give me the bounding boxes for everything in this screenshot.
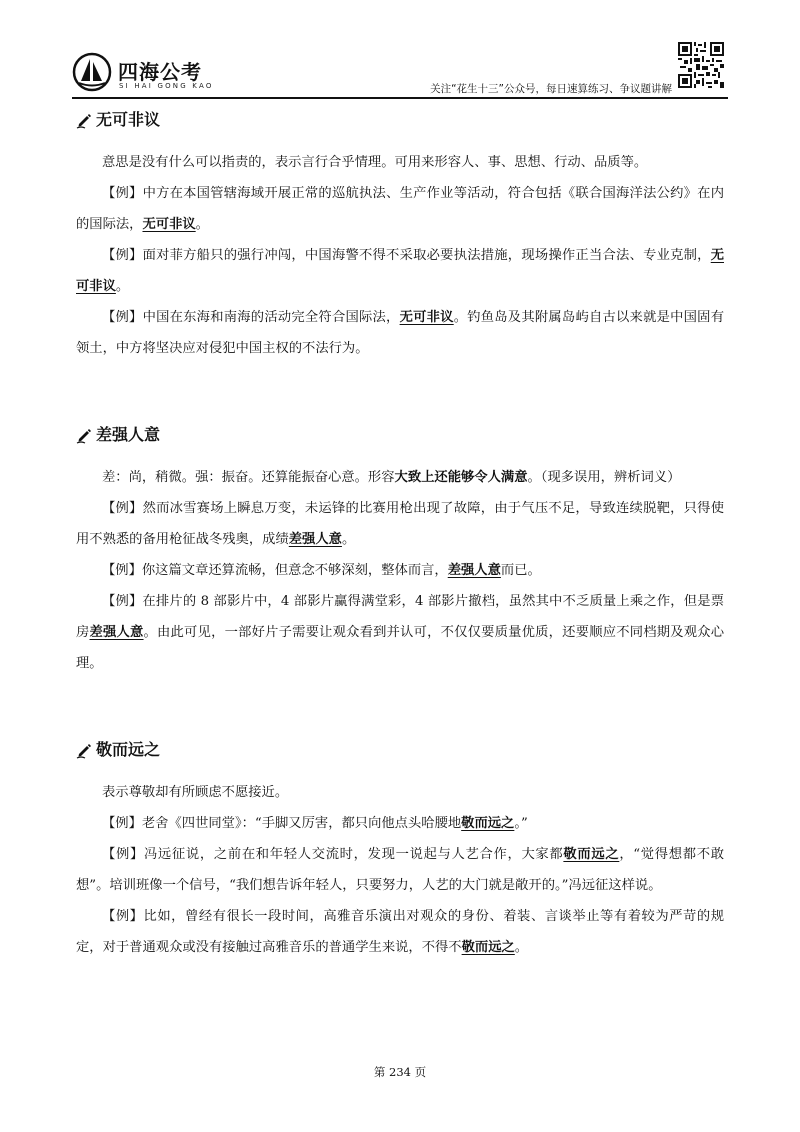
highlighted-term: 敬而远之 xyxy=(461,940,515,955)
text-run: 。 xyxy=(514,940,529,955)
text-run: 意思是没有什么可以指责的，表示言行合乎情理。可用来形容人、事、思想、行动、品质等。 xyxy=(102,155,648,170)
text-run: 【例】在排片的 8 部影片中，4 部影片赢得满堂彩，4 部影片撤档，虽然其中不乏质量上乘之作，但是票房 xyxy=(76,594,724,640)
example-paragraph xyxy=(76,178,724,240)
entry-paragraph xyxy=(76,462,724,493)
text-run: 【例】老舍《四世同堂》：“手脚又厉害，都只向他点头哈腰地 xyxy=(102,816,462,831)
text-run: 。 xyxy=(341,532,356,547)
highlighted-term: 无可非议 xyxy=(399,310,454,325)
example-paragraph xyxy=(76,240,724,302)
page-content xyxy=(76,107,724,963)
qr-code-icon xyxy=(678,42,724,88)
example-paragraph xyxy=(76,302,724,364)
text-run: 而已。 xyxy=(500,563,541,578)
entry-wu-ke-fei-yi xyxy=(76,107,724,364)
page-number: 第 234 页 xyxy=(373,1065,427,1079)
example-paragraph xyxy=(76,493,724,555)
text-run: 【例】中国在东海和南海的活动完全符合国际法， xyxy=(102,310,400,325)
text-run: 差：尚，稍微。强：振奋。还算能振奋心意。形容 xyxy=(102,470,395,485)
sailboat-logo-icon xyxy=(72,52,112,92)
text-run: 。 xyxy=(115,279,130,294)
highlighted-term: 无可非议 xyxy=(142,217,196,232)
brand-logo xyxy=(72,52,372,96)
entry-title-text: 无可非议 xyxy=(96,110,161,129)
page-header xyxy=(72,40,728,102)
highlighted-term: 无可非议 xyxy=(76,248,724,294)
example-paragraph xyxy=(76,839,724,901)
entry-paragraph xyxy=(76,777,724,808)
text-run: ，“觉得想都不敢想”。培训班像一个信号，“我们想告诉年轻人，只要努力，人艺的大门就是敞开的。”冯远征这样说。 xyxy=(76,847,724,893)
example-paragraph xyxy=(76,808,724,839)
text-run: 【例】冯远征说，之前在和年轻人交流时，发现一说起与人艺合作，大家都 xyxy=(102,847,564,862)
pen-icon xyxy=(76,112,93,129)
header-tagline: 关注“花生十三”公众号，每日速算练习、争议题讲解 xyxy=(430,83,672,95)
entry-title xyxy=(76,107,724,133)
entry-title-text: 差强人意 xyxy=(96,425,161,444)
text-run: 。” xyxy=(514,816,528,831)
highlighted-term: 敬而远之 xyxy=(563,847,620,862)
highlighted-term: 差强人意 xyxy=(447,563,501,578)
text-run: 。由此可见，一部好片子需要让观众看到并认可，不仅仅要质量优质，还要顺应不同档期及观众心理。 xyxy=(76,625,725,671)
text-run: 【例】然而冰雪赛场上瞬息万变，未运锋的比赛用枪出现了故障，由于气压不足，导致连续脱靶，只得使用不熟悉的备用枪征战冬残奥，成绩 xyxy=(76,501,724,547)
pen-icon xyxy=(76,427,93,444)
page-footer xyxy=(0,1064,800,1080)
text-run: 。（现多误用，辨析词义） xyxy=(527,470,681,485)
highlighted-term: 差强人意 xyxy=(288,532,342,547)
highlighted-term: 差强人意 xyxy=(89,625,144,640)
entry-title xyxy=(76,422,724,448)
text-run: 【例】你这篇文章还算流畅，但意念不够深刻，整体而言， xyxy=(102,563,448,578)
pen-icon xyxy=(76,742,93,759)
highlighted-term: 敬而远之 xyxy=(461,816,515,831)
brand-name: 四海公考 xyxy=(118,60,202,84)
entry-cha-qiang-ren-yi xyxy=(76,422,724,679)
text-run: 。钓鱼岛及其附属岛屿自古以来就是中国固有领土，中方将坚决应对侵犯中国主权的不法行为。 xyxy=(76,310,725,356)
example-paragraph xyxy=(76,901,724,963)
text-run: 【例】中方在本国管辖海域开展正常的巡航执法、生产作业等活动，符合包括《联合国海洋法公约》在内的国际法， xyxy=(76,186,724,232)
example-paragraph xyxy=(76,555,724,586)
text-run: 【例】面对菲方船只的强行冲闯，中国海警不得不采取必要执法措施，现场操作正当合法、专业克制， xyxy=(102,248,711,263)
entry-jing-er-yuan-zhi xyxy=(76,737,724,963)
entry-paragraph xyxy=(76,147,724,178)
entry-title-text: 敬而远之 xyxy=(96,740,161,759)
bold-phrase: 大致上还能够令人满意 xyxy=(394,470,528,485)
text-run: 【例】比如，曾经有很长一段时间，高雅音乐演出对观众的身份、着装、言谈举止等有着较为严苛的规定，对于普通观众或没有接触过高雅音乐的普通学生来说，不得不 xyxy=(76,909,724,955)
brand-subtitle: SI HAI GONG KAO xyxy=(119,82,214,90)
text-run: 。 xyxy=(195,217,209,232)
example-paragraph xyxy=(76,586,724,679)
entry-title xyxy=(76,737,724,763)
header-divider xyxy=(72,97,728,99)
text-run: 表示尊敬却有所顾虑不愿接近。 xyxy=(102,785,289,800)
